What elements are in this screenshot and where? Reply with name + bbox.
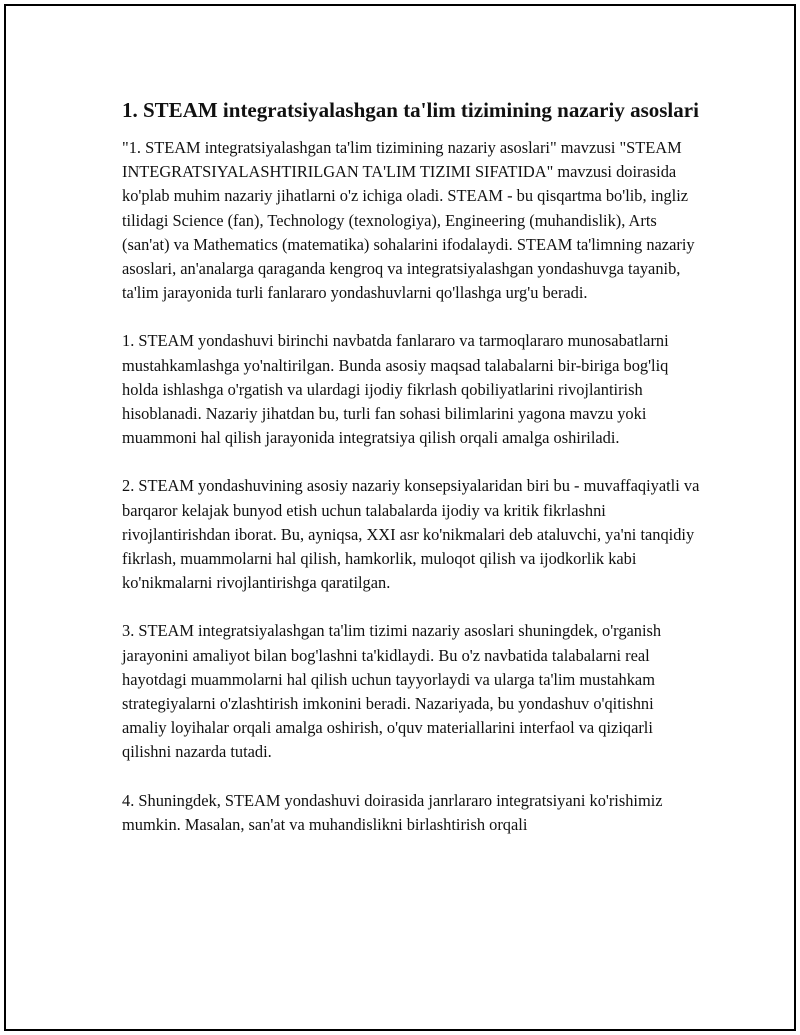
paragraph-3: 3. STEAM integratsiyalashgan ta'lim tizimi nazariy asoslari shuningdek, o'rganish jarayonini amaliyot bilan bog'lashni ta'kidlaydi. Bu o'z navbatida talabalarni real hayotdagi muammolarni hal qilish uchun tayyorlaydi va ularga ta'lim mustahkam strategiyalarni o'zlashtirish imkonini beradi. Nazariyada, bu yondashuv o'qitishni amaliy loyihalar orqali amalga oshirish, o'quv materiallarini interfaol va qiziqarli qilishni nazarda tutadi.: [122, 621, 662, 762]
paragraph-intro: "1. STEAM integratsiyalashgan ta'lim tizimining nazariy asoslari" mavzusi "STEAM INTEGRATSIYALASHTIRILGAN TA'LIM TIZIMI SIFATIDA" mavzusi doirasida ko'plab muhim nazariy jihatlarni o'z ichiga oladi. STEAM - bu qisqartma bo'lib, ingliz tilidagi Science (fan), Technology (texnologiya), Engineering (muhandislik), Arts (san'at) va Mathematics (matematika) sohalarini ifodalaydi. STEAM ta'limning nazariy asoslari, an'analarga qaraganda kengroq va integratsiyalashgan yondashuvga tayanib, ta'lim jarayonida turli fanlararo yondashuvlarni qo'llashga urg'u beradi.: [122, 138, 695, 303]
page-frame: [4, 4, 796, 1031]
paragraph-1: 1. STEAM yondashuvi birinchi navbatda fanlararo va tarmoqlararo munosabatlarni mustahkamlashga yo'naltirilgan. Bunda asosiy maqsad talabalarni bir-biriga bog'liq holda ishlashga o'rgatish va ulardagi ijodiy fikrlash qobiliyatlarini rivojlantirish hisoblanadi. Nazariy jihatdan bu, turli fan sohasi bilimlarini yagona mavzu yoki muammoni hal qilish jarayonida integratsiya qilish orqali amalga oshiriladi.: [122, 331, 669, 448]
paragraph-4: 4. Shuningdek, STEAM yondashuvi doirasida janrlararo integratsiyani ko'rishimiz mumkin. Masalan, san'at va muhandislikni birlashtirish orqali: [122, 790, 663, 834]
document-title: 1. STEAM integratsiyalashgan ta'lim tizimining nazariy asoslari: [122, 98, 699, 122]
document-body: [122, 96, 702, 861]
paragraph-2: 2. STEAM yondashuvining asosiy nazariy konsepsiyalaridan biri bu - muvaffaqiyatli va barqaror kelajak bunyod etish uchun talabalarda ijodiy va kritik fikrlashni rivojlantirishdan iborat. Bu, ayniqsa, XXI asr ko'nikmalari deb ataluvchi, ya'ni tanqidiy fikrlash, muammolarni hal qilish, hamkorlik, muloqot qilish va ijodkorlik kabi ko'nikmalarni rivojlantirishga qaratilgan.: [122, 476, 700, 593]
